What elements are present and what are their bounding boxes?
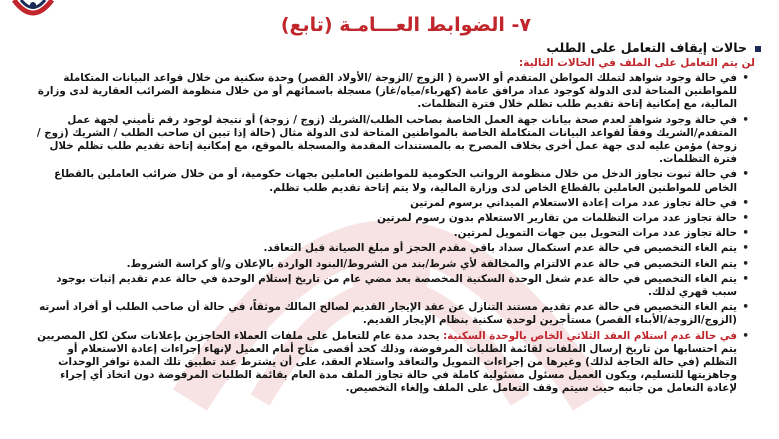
organization-logo <box>10 0 56 30</box>
square-bullet-icon <box>755 46 761 52</box>
content-body <box>31 40 761 398</box>
list-item: • حالة تجاوز عدد مرات التظلمات من تقارير الاستعلام بدون رسوم لمرتين <box>31 212 761 225</box>
list-item: • يتم الغاء التخصيص في حالة عدم تقديم مستند التنازل عن عقد الإيجار القديم لصالح المالك موثقاً، في حالة أن صاحب الطلب أو أفراد أسرته (الزوج/الزوجة/الأبناء القصر) مستأجرين لوحدة سكنية بنظام الإيجار القديم. <box>31 301 761 327</box>
section-heading-text: حالات إيقاف التعامل على الطلب <box>546 40 747 55</box>
list-item-contract <box>31 330 761 396</box>
list-item: • في حالة تجاوز عدد مرات إعادة الاستعلام الميداني برسوم لمرتين <box>31 197 761 210</box>
list-item: • حالة تجاوز عدد مرات التحويل بين جهات التمويل لمرتين. <box>31 227 761 240</box>
page-title: ٧- الضوابط العـــامـة (تابع) <box>280 14 531 36</box>
list-item: • في حالة ثبوت تجاوز الدخل من خلال منظومة الرواتب الحكومية للمواطنين العاملين بجهات حكومية، أو من خلال ضرائب العاملين بالقطاع الخاص للمواطنين العاملين بالقطاع الخاص لدى وزارة المالية، ولا يتم إتاحة تقديم طلب تظلم. <box>31 168 761 194</box>
list-item: • يتم الغاء التخصيص في حالة عدم شغل الوحدة السكنية المخصصة بعد مضي عام من تاريخ إستلام الوحدة في حالة عدم تقديم إثبات بوجود سبب قهري لذلك. <box>31 273 761 299</box>
list-item: • يتم الغاء التخصيص في حالة عدم استكمال سداد باقي مقدم الحجز أو مبلغ الصيانة قبل التعاقد. <box>31 242 761 255</box>
list-item: • في حالة وجود شواهد لعدم صحة بيانات جهة العمل الخاصة بصاحب الطلب/الشريك (زوج / زوجة) أو نتيجة لوجود رقم تأميني لجهة عمل المتقدم/الشريك وفقاً لقواعد البيانات المتكاملة الخاصة بالمواطنين المتاحة لدى الدولة مثال (حالة إذا تبين ان صاحب الطلب / الشريك (زوج / زوجة) مؤمن عليه لدى جهة عمل أخرى بخلاف المصرح به بالمستندات المقدمة والمسجلة بالموقع، مع إمكانية إتاحة تقديم طلب تظلم خلال فترة التظلمات. <box>31 114 761 167</box>
contract-condition-label: في حالة عدم استلام العقد الثلاثي الخاص بالوحدة السكنية: <box>443 329 737 342</box>
contract-condition-text: يحدد مدة عام للتعامل على ملفات العملاء الحاجزين بإعلانات سكن لكل المصريين يتم احتسابها من تاريخ إرسال الملفات لقائمة الطلبات المرفوضة، وذلك كحد أقصى متاح أمام العميل لإنهاء إجراءات إعادة الاستعلام أو التظلم (في حالة الحاجة لذلك) وغيرها من إجراءات التمويل والتعاقد واستلام العقد، على أن يشترط عند تطبيق تلك المدة توافر الوحدات وجاهزيتها للتسليم، ويكون العميل مسئول مسئولية كاملة في حالة تجاوز الملف مدة العام بقائمة الطلبات المرفوضة دون اتخاذ أي إجراء لإعادة التعامل من جانبه حيث سيتم وقف التعامل على الملف وإلغاء التخصيص. <box>37 329 737 395</box>
subheading: لن يتم التعامل على الملف في الحالات التالية: <box>519 57 755 69</box>
conditions-list <box>31 72 761 396</box>
section-heading <box>31 40 761 56</box>
list-item: • يتم الغاء التخصيص في حالة عدم الالتزام والمخالفة لأي شرط/بند من الشروط/البنود الواردة بالإعلان و/أو كراسة الشروط. <box>31 258 761 271</box>
list-item: • في حالة وجود شواهد لتملك المواطن المتقدم أو الاسرة ( الزوج /الزوجة /الأولاد القصر) وحدة سكنية من خلال قواعد البيانات المتكاملة للمواطنين المتاحة لدى الدولة كوجود عداد مرافق عامة (كهرباء/مياه/غاز) مسجلة باسمائهم أو من خلال منظومة الضرائب العقارية لدى وزارة المالية، مع إمكانية إتاحة تقديم طلب تظلم خلال فترة التظلمات. <box>31 72 761 112</box>
